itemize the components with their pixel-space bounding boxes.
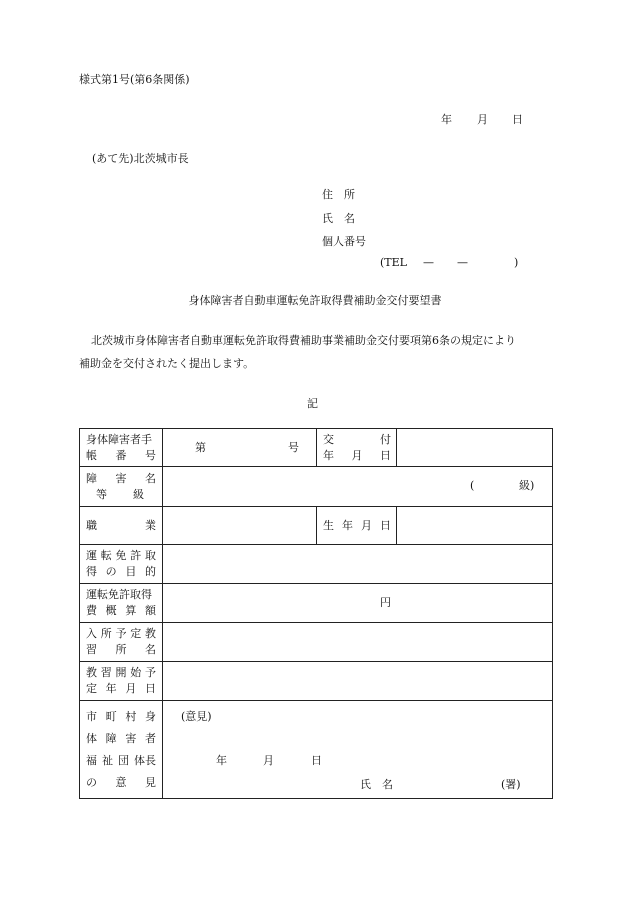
disability-grade-label: 障 害 名 等 級 [80, 467, 163, 507]
name-label: 氏 名 [322, 212, 355, 225]
addressee: (あて先)北茨城市長 [92, 152, 189, 165]
opinion-field[interactable]: (意見) 年 月 日 氏 名 (署) [163, 701, 553, 799]
birth-date-label: 生 年 月 日 [317, 507, 397, 545]
issue-date-label: 交 付 年 月 日 [317, 429, 397, 467]
driving-school-label: 入 所 予 定 教 習 所 名 [80, 623, 163, 662]
row-handbook-number [80, 429, 553, 467]
tel-close: ) [514, 256, 519, 269]
address-label: 住 所 [322, 188, 355, 201]
issue-date-field[interactable] [397, 429, 553, 467]
document-title: 身体障害者自動車運転免許取得費補助金交付要望書 [188, 294, 442, 307]
row-driving-school [80, 623, 553, 662]
body-line-2: 補助金を交付されたく提出します。 [79, 357, 255, 370]
disability-grade-field[interactable]: ( 級) [163, 467, 553, 507]
id-number-label: 個人番号 [322, 235, 366, 248]
row-opinion [80, 701, 553, 799]
tel-dash-1: — [423, 256, 434, 269]
occupation-field[interactable] [163, 507, 317, 545]
row-license-purpose [80, 545, 553, 584]
occupation-label: 職 業 [80, 507, 163, 545]
row-estimated-cost [80, 584, 553, 623]
estimated-cost-label: 運転免許取得 費 概 算 額 [80, 584, 163, 623]
opinion-label: 市 町 村 身 体 障 害 者 福 祉 団 体長 の 意 見 [80, 701, 163, 799]
tel-label: (TEL [380, 256, 407, 269]
training-start-label: 教 習 開 始 予 定 年 月 日 [80, 662, 163, 701]
tel-dash-2: — [457, 256, 468, 269]
date-day: 日 [512, 113, 523, 126]
application-form-table [79, 428, 553, 799]
handbook-number-field[interactable]: 第 号 [163, 429, 317, 467]
driving-school-field[interactable] [163, 623, 553, 662]
body-line-1: 北茨城市身体障害者自動車運転免許取得費補助事業補助金交付要項第6条の規定により [91, 334, 516, 347]
birth-date-field[interactable] [397, 507, 553, 545]
license-purpose-field[interactable] [163, 545, 553, 584]
license-purpose-label: 運 転 免 許 取 得 の 目 的 [80, 545, 163, 584]
date-month: 月 [477, 113, 488, 126]
row-training-start [80, 662, 553, 701]
estimated-cost-field[interactable]: 円 [163, 584, 553, 623]
row-occupation [80, 507, 553, 545]
form-number: 様式第1号(第6条関係) [79, 73, 190, 86]
ki-mark: 記 [307, 397, 318, 410]
date-year: 年 [441, 113, 452, 126]
training-start-field[interactable] [163, 662, 553, 701]
handbook-number-label: 身体障害者手 帳 番 号 [80, 429, 163, 467]
row-disability-grade [80, 467, 553, 507]
